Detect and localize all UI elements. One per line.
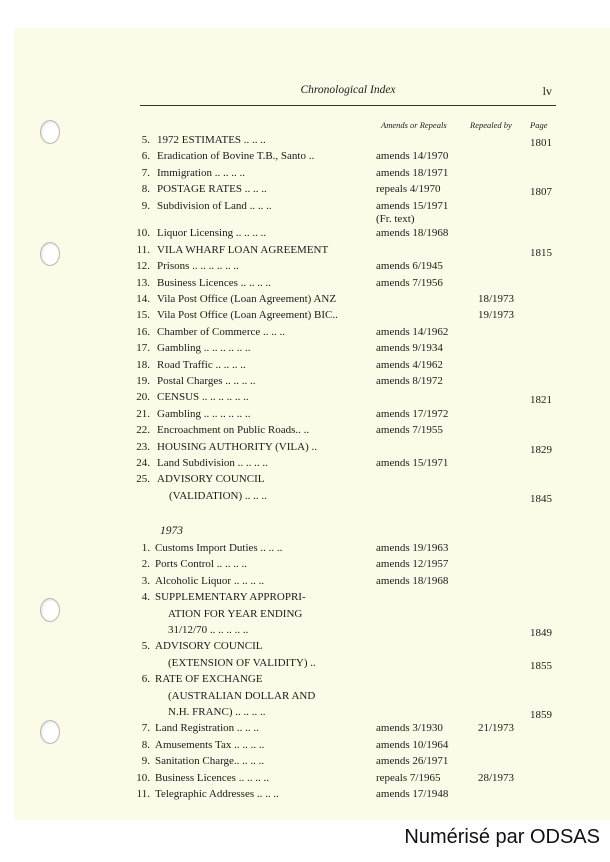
entry-number: 6. <box>141 150 150 163</box>
entry-number: 3. <box>141 574 150 587</box>
entry-repealed-by: 21/1973 <box>478 722 515 735</box>
index-entry <box>0 244 610 260</box>
index-entry <box>0 375 610 391</box>
entry-title: 1972 ESTIMATES .. .. .. <box>157 134 266 146</box>
entry-title: RATE OF EXCHANGE <box>155 673 263 686</box>
index-entry <box>0 293 610 309</box>
index-entry <box>0 277 610 293</box>
entry-number: 15. <box>136 309 150 322</box>
entry-title: Telegraphic Addresses .. .. .. <box>155 788 279 800</box>
entry-amends: amends 15/1971 <box>376 199 449 212</box>
index-entry <box>0 441 610 457</box>
entry-amends: amends 18/1971 <box>376 166 449 179</box>
entry-title: POSTAGE RATES .. .. .. <box>157 183 267 196</box>
entry-title: Land Registration .. .. .. <box>155 722 259 735</box>
entry-title: Gambling .. .. .. .. .. .. <box>157 342 251 355</box>
index-entry <box>0 457 610 473</box>
index-entry <box>0 722 610 738</box>
index-entry <box>0 199 610 225</box>
column-header-amends: Amends or Repeals <box>381 120 447 130</box>
entry-amends: amends 17/1972 <box>376 407 449 420</box>
entry-title: Customs Import Duties .. .. .. <box>155 542 283 554</box>
entry-amends: amends 8/1972 <box>376 375 443 388</box>
entry-amends: amends 19/1963 <box>376 542 449 554</box>
entry-amends: amends 4/1962 <box>376 358 443 371</box>
digitization-stamp: Numérisé par ODSAS <box>404 826 600 848</box>
entry-title: CENSUS .. .. .. .. .. .. <box>157 391 249 404</box>
index-entry <box>0 183 610 199</box>
entry-number: 10. <box>136 771 150 784</box>
entry-amends: amends 7/1956 <box>376 276 443 289</box>
index-entry <box>0 342 610 358</box>
index-entry <box>0 391 610 407</box>
entry-title: Immigration .. .. .. .. <box>157 166 245 179</box>
entry-title-continued: (EXTENSION OF VALIDITY) .. <box>168 656 316 669</box>
entry-number: 24. <box>136 457 150 470</box>
index-entry <box>0 788 610 804</box>
entry-title: Subdivision of Land .. .. .. <box>157 199 272 212</box>
entry-amends: amends 15/1971 <box>376 457 449 470</box>
entry-number: 4. <box>141 591 150 604</box>
entry-amends: repeals 4/1970 <box>376 183 441 196</box>
index-entry <box>0 134 610 150</box>
entry-number: 1. <box>141 542 150 554</box>
entry-amends: amends 9/1934 <box>376 342 443 355</box>
entry-page: 1829 <box>530 443 552 456</box>
entry-page: 1855 <box>530 659 552 672</box>
entry-amends-note: (Fr. text) <box>376 212 415 225</box>
entry-page: 1845 <box>530 492 552 505</box>
entry-number: 5. <box>141 640 150 653</box>
entry-amends: amends 7/1955 <box>376 424 443 437</box>
entry-page: 1859 <box>530 708 552 721</box>
index-entry <box>0 227 610 243</box>
entry-title: Prisons .. .. .. .. .. .. <box>157 260 239 273</box>
entry-title: Road Traffic .. .. .. .. <box>157 358 246 371</box>
entry-title: Amusements Tax .. .. .. .. <box>155 738 265 751</box>
column-header-page: Page <box>530 120 548 130</box>
entry-number: 17. <box>136 342 150 355</box>
entry-title-continued: ATION FOR YEAR ENDING <box>168 607 303 620</box>
entry-number: 5. <box>141 134 150 146</box>
index-entry <box>0 359 610 375</box>
entry-page: 1849 <box>530 626 552 639</box>
entry-number: 18. <box>136 358 150 371</box>
entry-title: VILA WHARF LOAN AGREEMENT <box>157 243 329 256</box>
entry-title: SUPPLEMENTARY APPROPRI- <box>155 591 306 604</box>
column-header-repealed: Repealed by <box>470 120 512 130</box>
entry-page: 1807 <box>530 186 552 199</box>
entry-title-continued: (AUSTRALIAN DOLLAR AND <box>168 689 316 702</box>
entry-amends: amends 18/1968 <box>376 227 449 240</box>
entry-title: Business Licences .. .. .. .. <box>155 771 269 784</box>
entry-title: Encroachment on Public Roads.. .. <box>157 424 310 437</box>
index-entry <box>0 326 610 342</box>
entry-amends: amends 3/1930 <box>376 722 443 735</box>
entry-number: 8. <box>141 183 150 196</box>
index-entry <box>0 424 610 440</box>
index-entry <box>0 408 610 424</box>
entry-number: 19. <box>136 375 150 388</box>
entry-page: 1821 <box>530 394 552 407</box>
index-entry <box>0 150 610 166</box>
entry-number: 7. <box>141 166 150 179</box>
entry-amends: repeals 7/1965 <box>376 771 441 784</box>
entry-number: 9. <box>141 199 150 212</box>
entry-title: Business Licences .. .. .. .. <box>157 276 271 289</box>
entry-number: 20. <box>136 391 150 404</box>
entry-number: 16. <box>136 325 150 338</box>
entry-amends: amends 14/1962 <box>376 325 449 338</box>
entry-title: Vila Post Office (Loan Agreement) ANZ <box>157 293 337 306</box>
entry-title: Eradication of Bovine T.B., Santo .. <box>157 150 315 163</box>
entry-repealed-by: 19/1973 <box>478 309 515 322</box>
entry-title: Liquor Licensing .. .. .. .. <box>157 227 267 240</box>
year-heading: 1973 <box>160 525 183 537</box>
entry-number: 22. <box>136 424 150 437</box>
entry-title: ADVISORY COUNCIL <box>157 473 265 486</box>
index-entry <box>0 309 610 325</box>
page-number: lv <box>542 84 552 98</box>
index-entry <box>0 640 610 672</box>
entry-number: 2. <box>141 558 150 571</box>
entry-amends: amends 26/1971 <box>376 755 449 768</box>
entry-title-continued: 31/12/70 .. .. .. .. .. <box>168 623 249 636</box>
entry-page: 1801 <box>530 137 552 149</box>
entry-title-continued: (VALIDATION) .. .. .. <box>169 489 267 502</box>
index-entry <box>0 575 610 591</box>
entry-number: 13. <box>136 276 150 289</box>
page-title: Chronological Index <box>300 84 396 96</box>
entry-number: 7. <box>141 722 150 735</box>
entry-title: ADVISORY COUNCIL <box>155 640 263 653</box>
entry-title: HOUSING AUTHORITY (VILA) .. <box>157 440 317 453</box>
index-entry <box>0 739 610 755</box>
entry-number: 8. <box>141 738 150 751</box>
entry-amends: amends 18/1968 <box>376 574 449 587</box>
entry-number: 23. <box>136 440 150 453</box>
entry-title: Sanitation Charge.. .. .. .. <box>155 755 265 768</box>
index-entry <box>0 260 610 276</box>
entry-amends: amends 17/1948 <box>376 788 449 800</box>
entry-amends: amends 12/1957 <box>376 558 449 571</box>
entry-title: Ports Control .. .. .. .. <box>155 558 247 571</box>
entry-title: Land Subdivision .. .. .. .. <box>157 457 268 470</box>
entry-number: 11. <box>136 788 150 800</box>
index-entry <box>0 167 610 183</box>
index-entry <box>0 591 610 639</box>
entry-number: 25. <box>136 473 150 486</box>
entry-amends: amends 14/1970 <box>376 150 449 163</box>
entry-repealed-by: 18/1973 <box>478 293 515 306</box>
entry-number: 10. <box>136 227 150 240</box>
index-entry <box>0 558 610 574</box>
entry-title: Alcoholic Liquor .. .. .. .. <box>155 574 265 587</box>
entry-repealed-by: 28/1973 <box>478 771 515 784</box>
entry-number: 14. <box>136 293 150 306</box>
entry-title: Gambling .. .. .. .. .. .. <box>157 407 251 420</box>
index-entry <box>0 772 610 788</box>
entry-number: 11. <box>136 243 150 256</box>
entry-amends: amends 6/1945 <box>376 260 443 273</box>
entry-page: 1815 <box>530 246 552 259</box>
index-entry <box>0 755 610 771</box>
index-entry <box>0 542 610 558</box>
entry-title: Vila Post Office (Loan Agreement) BIC.. <box>157 309 338 322</box>
entry-amends: amends 10/1964 <box>376 738 449 751</box>
entry-title: Chamber of Commerce .. .. .. <box>157 325 285 338</box>
entry-title: Postal Charges .. .. .. .. <box>157 375 256 388</box>
entry-title-continued: N.H. FRANC) .. .. .. .. <box>168 705 266 718</box>
index-entry <box>0 673 610 721</box>
entry-number: 12. <box>136 260 150 273</box>
entry-number: 6. <box>141 673 150 686</box>
index-entry <box>0 473 610 505</box>
entry-number: 9. <box>141 755 150 768</box>
entry-number: 21. <box>136 407 150 420</box>
